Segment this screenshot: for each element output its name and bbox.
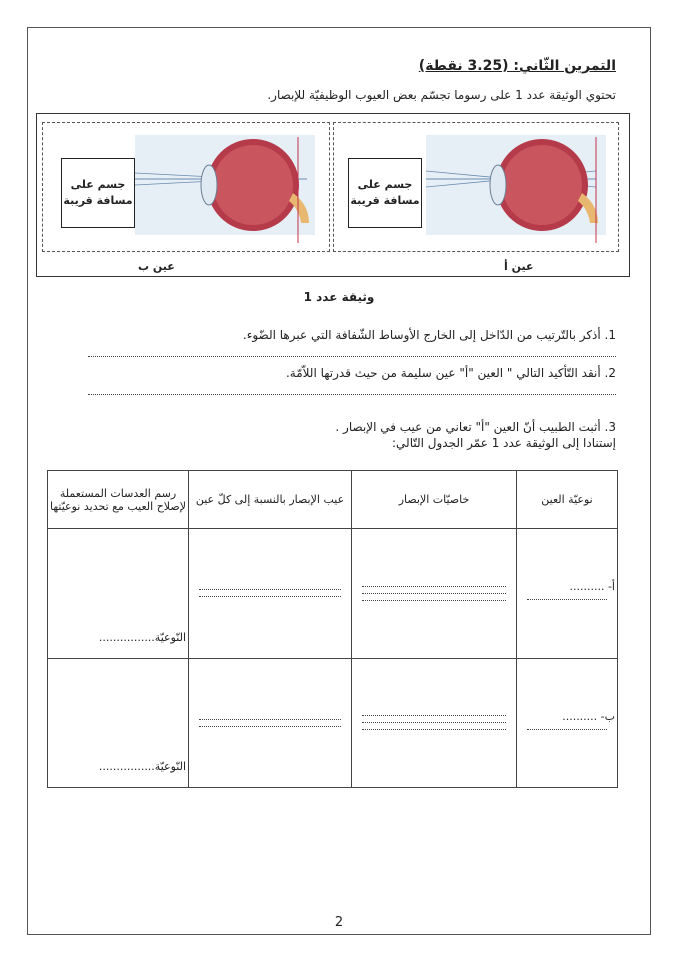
row-b-properties[interactable] [352, 658, 517, 788]
exercise-title: التمرين الثّاني: (3.25 نقطة) [418, 58, 616, 74]
row-a-lens[interactable] [48, 529, 189, 659]
header-vision-properties: خاصيّات الإبصار [352, 471, 517, 529]
row-b-lens[interactable] [48, 658, 189, 788]
figure-caption: وثيقة عدد 1 [303, 290, 375, 304]
answer-line-2[interactable] [88, 394, 616, 395]
row-a-eye[interactable] [517, 529, 618, 659]
row-a-defect[interactable] [189, 529, 352, 659]
question-1: 1. أذكر بالتّرتيب من الدّاخل إلى الخارج الأوساط الشّفافة التي عبرها الضّوء. [242, 328, 616, 342]
row-a-eye-line[interactable] [527, 599, 607, 600]
eye-b-label: عين ب [138, 260, 175, 273]
answer-line-1[interactable] [88, 356, 616, 357]
exercise-intro: تحتوي الوثيقة عدد 1 على رسوما تجسّم بعض العيوب الوظيفيّة للإبصار. [267, 88, 616, 102]
object-label-left: جسم على مسافة قريبة [61, 158, 135, 228]
eye-a-label: عين أ [504, 260, 534, 273]
header-eye-type: نوعيّة العين [517, 471, 618, 529]
header-vision-defect: عيب الإبصار بالنسبة إلى كلّ عين [189, 471, 352, 529]
question-2: 2. أنقد التّأكيد التالي " العين "أ" عين سليمة من حيث قدرتها اللاّمّة. [285, 366, 616, 380]
answer-table [47, 470, 618, 788]
row-a-eye-label: أ- .......... [569, 580, 615, 594]
row-b-type-label: النّوعيّة................ [98, 760, 186, 773]
row-b-eye-label: ب- .......... [562, 709, 615, 723]
question-3-instruction: إستنادا إلى الوثيقة عدد 1 عمّر الجدول التّالي: [392, 436, 616, 450]
object-label-right: جسم على مسافة قريبة [348, 158, 422, 228]
row-a-type-label: النّوعيّة................ [98, 630, 186, 644]
row-a-properties[interactable] [352, 529, 517, 659]
eye-a-panel [333, 122, 619, 273]
header-lens-drawing: رسم العدسات المستعملة لإصلاح العيب مع تحديد نوعيّتها [48, 471, 189, 529]
table-row [48, 529, 618, 659]
table-header-row [48, 471, 618, 529]
row-b-eye-line[interactable] [527, 729, 607, 730]
row-b-eye[interactable] [517, 658, 618, 788]
row-b-defect[interactable] [189, 658, 352, 788]
question-3: 3. أثبت الطبيب أنّ العين "أ" تعاني من عيب في الإبصار . [335, 420, 616, 434]
table-row [48, 658, 618, 788]
eye-b-panel [42, 122, 330, 273]
page-number: 2 [334, 915, 344, 930]
eye-figure [36, 113, 630, 277]
